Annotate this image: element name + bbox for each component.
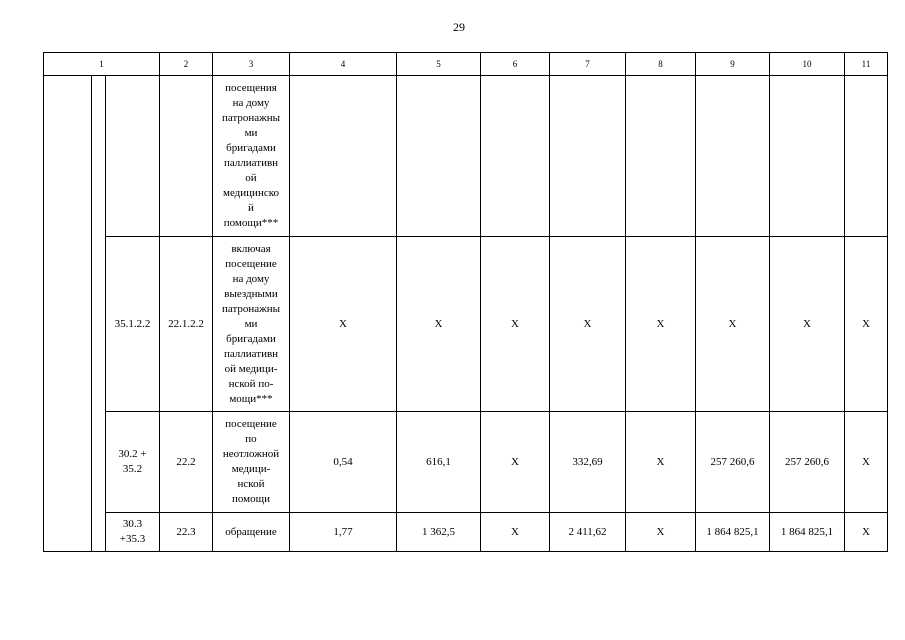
value-cell: 1 864 825,1 — [770, 513, 845, 552]
header-cell-1: 1 — [44, 53, 160, 76]
value-cell: X — [550, 237, 626, 412]
code-cell — [106, 76, 160, 237]
value-cell: 1 864 825,1 — [696, 513, 770, 552]
header-cell-11: 11 — [845, 53, 888, 76]
value-cell: X — [626, 412, 696, 513]
value-cell: X — [397, 237, 481, 412]
number-cell — [160, 76, 213, 237]
data-table — [43, 52, 888, 552]
value-cell: 257 260,6 — [696, 412, 770, 513]
table-row — [44, 237, 888, 412]
header-cell-9: 9 — [696, 53, 770, 76]
value-cell: 2 411,62 — [550, 513, 626, 552]
subgroup-cell — [92, 76, 106, 552]
value-cell — [696, 76, 770, 237]
number-cell: 22.2 — [160, 412, 213, 513]
table-row — [44, 412, 888, 513]
value-cell: 616,1 — [397, 412, 481, 513]
value-cell — [626, 76, 696, 237]
value-cell: X — [696, 237, 770, 412]
value-cell — [397, 76, 481, 237]
value-cell: 332,69 — [550, 412, 626, 513]
value-cell: 0,54 — [290, 412, 397, 513]
value-cell: X — [845, 412, 888, 513]
header-cell-2: 2 — [160, 53, 213, 76]
row-group-cell — [44, 76, 92, 552]
value-cell: 1,77 — [290, 513, 397, 552]
value-cell — [290, 76, 397, 237]
table-row — [44, 76, 888, 237]
value-cell: X — [626, 237, 696, 412]
value-cell — [481, 76, 550, 237]
value-cell: X — [626, 513, 696, 552]
header-cell-8: 8 — [626, 53, 696, 76]
value-cell: X — [845, 513, 888, 552]
description-cell: включая посещение на дому выездными патронажны ми бригадами паллиативн ой медици- нской по- мощи*** — [213, 237, 290, 412]
number-cell: 22.1.2.2 — [160, 237, 213, 412]
value-cell: X — [845, 237, 888, 412]
value-cell: X — [481, 513, 550, 552]
value-cell: X — [481, 237, 550, 412]
code-cell: 30.3 +35.3 — [106, 513, 160, 552]
value-cell — [845, 76, 888, 237]
header-cell-6: 6 — [481, 53, 550, 76]
number-cell: 22.3 — [160, 513, 213, 552]
value-cell: 1 362,5 — [397, 513, 481, 552]
header-row — [44, 53, 888, 76]
value-cell: X — [481, 412, 550, 513]
code-cell: 30.2 + 35.2 — [106, 412, 160, 513]
description-cell: посещения на дому патронажны ми бригадами паллиативн ой медицинско й помощи*** — [213, 76, 290, 237]
value-cell: 257 260,6 — [770, 412, 845, 513]
header-cell-3: 3 — [213, 53, 290, 76]
header-cell-5: 5 — [397, 53, 481, 76]
code-cell: 35.1.2.2 — [106, 237, 160, 412]
value-cell: X — [290, 237, 397, 412]
value-cell — [550, 76, 626, 237]
header-cell-4: 4 — [290, 53, 397, 76]
description-cell: посещение по неотложной медици- нской помощи — [213, 412, 290, 513]
page-number: 29 — [453, 20, 465, 34]
header-cell-10: 10 — [770, 53, 845, 76]
value-cell: X — [770, 237, 845, 412]
description-cell: обращение — [213, 513, 290, 552]
header-cell-7: 7 — [550, 53, 626, 76]
table-row — [44, 513, 888, 552]
value-cell — [770, 76, 845, 237]
